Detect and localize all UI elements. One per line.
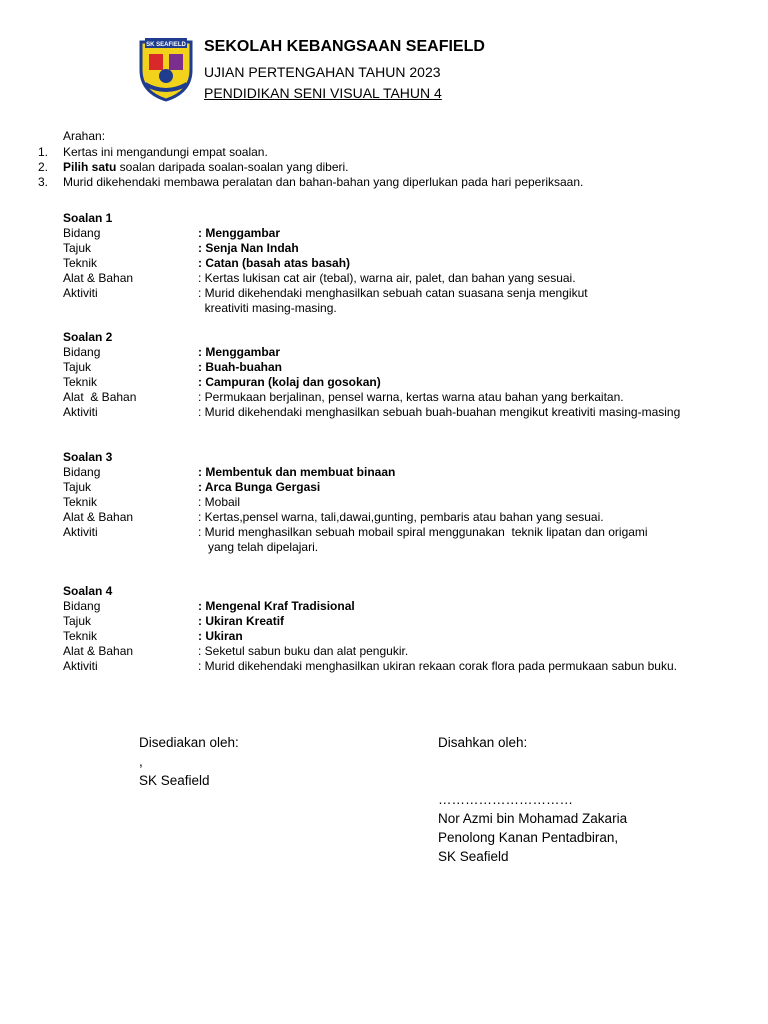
question-row [63, 405, 681, 420]
question-row [63, 286, 588, 301]
row-label: Aktiviti [63, 659, 98, 673]
row-label: Bidang [63, 465, 101, 479]
prepared-by-school: SK Seafield [139, 773, 210, 788]
question-row [63, 390, 624, 405]
row-value: : Murid menghasilkan sebuah mobail spiral menggunakan teknik lipatan dan origami [198, 525, 648, 539]
instruction-item [38, 175, 583, 189]
instruction-number: 2. [38, 160, 49, 174]
row-label: Bidang [63, 226, 101, 240]
row-label: Aktiviti [63, 286, 98, 300]
row-label: Alat & Bahan [63, 644, 134, 658]
instructions-heading: Arahan: [63, 129, 106, 143]
row-value: : Kertas lukisan cat air (tebal), warna air, palet, dan bahan yang sesuai. [198, 271, 576, 285]
instruction-text: soalan daripada soalan-soalan yang diberi. [116, 160, 349, 174]
row-value: : Permukaan berjalinan, pensel warna, kertas warna atau bahan yang berkaitan. [198, 390, 624, 404]
prepared-by-mark: , [139, 754, 143, 769]
row-value: : Buah-buahan [198, 360, 282, 374]
question-section-1 [63, 211, 588, 316]
question-section-4 [63, 584, 677, 674]
row-label: Tajuk [63, 360, 92, 374]
question-row [63, 480, 321, 495]
row-value: : Ukiran Kreatif [198, 614, 285, 628]
row-label: Teknik [63, 375, 98, 389]
question-row [63, 271, 576, 286]
row-value: : Catan (basah atas basah) [198, 256, 351, 270]
question-row [63, 644, 409, 659]
row-label: Tajuk [63, 480, 92, 494]
row-value: : Mengenal Kraf Tradisional [198, 599, 355, 613]
question-row [63, 226, 281, 241]
row-label: Tajuk [63, 241, 92, 255]
row-value: : Campuran (kolaj dan gosokan) [198, 375, 381, 389]
question-row [63, 659, 677, 674]
prepared-by-label: Disediakan oleh: [139, 735, 239, 750]
row-value: : Arca Bunga Gergasi [198, 480, 321, 494]
row-value: : Membentuk dan membuat binaan [198, 465, 396, 479]
question-section-3 [63, 450, 648, 555]
subject-title: PENDIDIKAN SENI VISUAL TAHUN 4 [204, 85, 442, 101]
row-value: : Ukiran [198, 629, 243, 643]
crest-banner-text: SK SEAFIELD [146, 42, 186, 48]
row-value: : Murid dikehendaki menghasilkan ukiran rekaan corak flora pada permukaan sabun buku. [198, 659, 677, 673]
row-label: Alat & Bahan [63, 390, 137, 404]
question-row [63, 301, 337, 316]
row-value: : Kertas,pensel warna, tali,dawai,gunting, pembaris atau bahan yang sesuai. [198, 510, 604, 524]
question-section-2 [63, 330, 681, 420]
question-title: Soalan 3 [63, 450, 113, 464]
approver-school: SK Seafield [438, 849, 509, 864]
question-row [63, 375, 381, 390]
question-row [63, 241, 299, 256]
row-label: Alat & Bahan [63, 510, 134, 524]
question-row [63, 540, 319, 555]
instruction-item [38, 160, 349, 174]
instruction-number: 3. [38, 175, 49, 189]
row-label: Teknik [63, 629, 98, 643]
row-value: : Menggambar [198, 226, 281, 240]
question-row [63, 614, 285, 629]
instruction-bold: Pilih satu [63, 160, 117, 174]
question-row [63, 345, 281, 360]
question-title: Soalan 1 [63, 211, 113, 225]
row-label: Aktiviti [63, 405, 98, 419]
approver-position: Penolong Kanan Pentadbiran, [438, 830, 619, 845]
prepared-by-block [139, 733, 239, 790]
row-label: Bidang [63, 345, 101, 359]
row-value: : Murid dikehendaki menghasilkan sebuah buah-buahan mengikut kreativiti masing-masing [198, 405, 681, 419]
question-title: Soalan 2 [63, 330, 113, 344]
row-value: kreativiti masing-masing. [198, 301, 337, 315]
instruction-text: Kertas ini mengandungi empat soalan. [63, 145, 268, 159]
row-label: Teknik [63, 256, 98, 270]
question-row [63, 525, 648, 540]
approved-by-label: Disahkan oleh: [438, 735, 528, 750]
approved-by-block [438, 733, 627, 866]
instruction-item [38, 145, 268, 159]
school-name: SEKOLAH KEBANGSAAN SEAFIELD [204, 38, 485, 55]
approver-name: Nor Azmi bin Mohamad Zakaria [438, 811, 628, 826]
row-value: : Menggambar [198, 345, 281, 359]
school-crest-icon [137, 36, 195, 102]
row-value: : Seketul sabun buku dan alat pengukir. [198, 644, 409, 658]
question-row [63, 599, 355, 614]
row-label: Bidang [63, 599, 101, 613]
row-value: : Mobail [198, 495, 241, 509]
instruction-number: 1. [38, 145, 49, 159]
row-value: yang telah dipelajari. [198, 540, 319, 554]
question-row [63, 629, 243, 644]
instruction-text: Murid dikehendaki membawa peralatan dan bahan-bahan yang diperlukan pada hari peperiksaan. [63, 175, 584, 189]
row-value: : Senja Nan Indah [198, 241, 299, 255]
row-label: Alat & Bahan [63, 271, 134, 285]
row-value: : Murid dikehendaki menghasilkan sebuah catan suasana senja mengikut [198, 286, 588, 300]
question-row [63, 360, 282, 375]
exam-title: UJIAN PERTENGAHAN TAHUN 2023 [204, 64, 441, 80]
question-title: Soalan 4 [63, 584, 113, 598]
signature-line: ………………………… [438, 792, 573, 807]
question-row [63, 495, 241, 510]
question-row [63, 256, 351, 271]
row-label: Teknik [63, 495, 98, 509]
question-row [63, 465, 396, 480]
question-row [63, 510, 604, 525]
row-label: Aktiviti [63, 525, 98, 539]
row-label: Tajuk [63, 614, 92, 628]
